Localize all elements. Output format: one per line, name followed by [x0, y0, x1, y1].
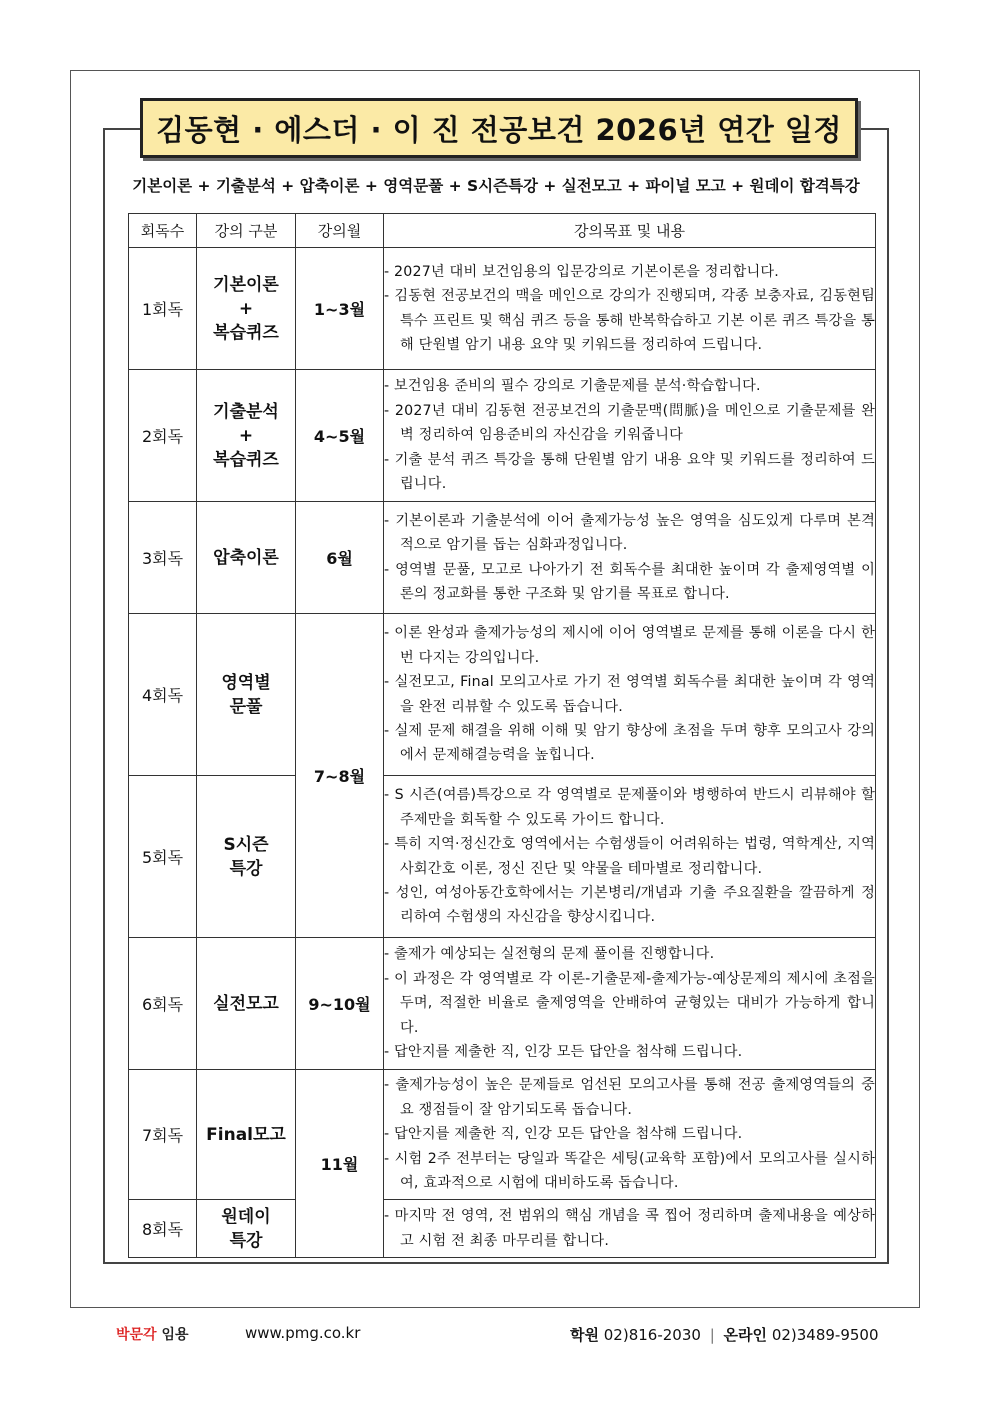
month-cell: 9~10월 [296, 938, 384, 1070]
contact-info [570, 1324, 879, 1345]
content-bullet: - 기출 분석 퀴즈 특강을 통해 단원별 암기 내용 요약 및 키워드를 정리하여 드립니다. [384, 451, 875, 493]
course-type-line: 복습퀴즈 [213, 322, 279, 343]
course-sequence: 기본이론 + 기출분석 + 압축이론 + 영역문풀 + S시즌특강 + 실전모고 + 파이널 모고 + 원데이 합격특강 [132, 177, 860, 195]
course-type-cell [197, 370, 296, 502]
cycle-cell: 8회독 [129, 1200, 197, 1258]
header-type: 강의 구분 [197, 214, 296, 248]
table-row [129, 1200, 876, 1258]
content-cell [384, 614, 876, 776]
course-type-line: + [238, 425, 254, 446]
content-cell [384, 1070, 876, 1200]
header-content: 강의목표 및 내용 [384, 214, 876, 248]
month-cell: 11월 [296, 1070, 384, 1258]
cycle-cell: 4회독 [129, 614, 197, 776]
cycle-cell: 7회독 [129, 1070, 197, 1200]
course-type-line: S시즌 [223, 834, 269, 855]
cycle-cell: 2회독 [129, 370, 197, 502]
table-row [129, 938, 876, 1070]
course-type-line: 영역별 [221, 672, 271, 693]
content-bullet: - 출제가능성이 높은 문제들로 엄선된 모의고사를 통해 전공 출제영역들의 중요 쟁점들이 잘 암기되도록 돕습니다. [384, 1077, 875, 1118]
course-type-line: 압축이론 [213, 547, 279, 568]
online-label: 온라인 [723, 1326, 768, 1344]
month-cell: 6월 [296, 502, 384, 614]
course-type-cell [197, 614, 296, 776]
course-type-line: 복습퀴즈 [213, 449, 279, 470]
table-row [129, 370, 876, 502]
cycle-cell: 5회독 [129, 776, 197, 938]
brand-logo [116, 1324, 189, 1344]
table-header-row [129, 214, 876, 248]
content-bullet: - S 시즌(여름)특강으로 각 영역별로 문제풀이와 병행하여 반드시 리뷰해야 할 주제만을 회독할 수 있도록 가이드 합니다. [384, 787, 875, 828]
content-bullet: - 김동현 전공보건의 맥을 메인으로 강의가 진행되며, 각종 보충자료, 김동현팀 특수 프린트 및 핵심 퀴즈 등을 통해 반복학습하고 기본 이론 퀴즈 특강을 통해 단원별 암기 내용 요약 및 키워드를 정리하여 드립니다. [384, 288, 875, 353]
content-bullet: - 실제 문제 해결을 위해 이해 및 암기 향상에 초점을 두며 향후 모의고사 강의에서 문제해결능력을 높힙니다. [384, 722, 875, 764]
month-cell: 7~8월 [296, 614, 384, 938]
website-url[interactable]: www.pmg.co.kr [245, 1324, 361, 1342]
schedule-table [128, 213, 876, 1258]
course-type-line: 문풀 [229, 696, 263, 717]
table-row [129, 776, 876, 938]
header-cycle: 회독수 [129, 214, 197, 248]
course-type-cell [197, 1200, 296, 1258]
content-bullet: - 보건임용 준비의 필수 강의로 기출문제를 분석·학습합니다. [384, 378, 761, 395]
course-type-line: 기출분석 [213, 401, 279, 422]
table-row [129, 502, 876, 614]
course-type-line: 기본이론 [213, 274, 279, 295]
content-bullet: - 출제가 예상되는 실전형의 문제 풀이를 진행합니다. [384, 946, 715, 963]
content-bullet: - 기본이론과 기출분석에 이어 출제가능성 높은 영역을 심도있게 다루며 본격적으로 암기를 돕는 심화과정입니다. [384, 512, 875, 554]
month-cell: 4~5월 [296, 370, 384, 502]
content-bullet: - 이론 완성과 출제가능성의 제시에 이어 영역별로 문제를 통해 이론을 다시 한번 다지는 강의입니다. [384, 625, 875, 666]
content-cell [384, 938, 876, 1070]
content-cell [384, 776, 876, 938]
content-bullet: - 특히 지역·정신간호 영역에서는 수험생들이 어려워하는 법령, 역학계산, 지역사회간호 이론, 정신 진단 및 약물을 테마별로 정리합니다. [384, 836, 875, 877]
academy-phone: 02)816-2030 [603, 1326, 701, 1344]
course-type-line: 특강 [229, 858, 263, 879]
page-title: 김동현 · 에스더 · 이 진 전공보건 2026년 연간 일정 [140, 98, 858, 158]
course-type-line: 원데이 [221, 1206, 271, 1227]
content-cell [384, 370, 876, 502]
academy-label: 학원 [570, 1326, 599, 1344]
divider: | [709, 1326, 715, 1344]
course-type-cell [197, 776, 296, 938]
cycle-cell: 3회독 [129, 502, 197, 614]
course-type-line: Final모고 [206, 1124, 286, 1145]
course-type-cell [197, 502, 296, 614]
content-cell [384, 502, 876, 614]
online-phone: 02)3489-9500 [771, 1326, 879, 1344]
content-bullet: - 성인, 여성아동간호학에서는 기본병리/개념과 기출 주요질환을 깔끔하게 정리하여 수험생의 자신감을 향상시킵니다. [384, 884, 875, 926]
header-month: 강의월 [296, 214, 384, 248]
content-bullet: - 답안지를 제출한 직, 인강 모든 답안을 첨삭해 드립니다. [384, 1044, 743, 1061]
course-type-line: 특강 [229, 1230, 263, 1251]
content-bullet: - 마지막 전 영역, 전 범위의 핵심 개념을 콕 찝어 정리하며 출제내용을 예상하고 시험 전 최종 마무리를 합니다. [384, 1208, 875, 1249]
table-row [129, 614, 876, 776]
content-cell [384, 248, 876, 370]
content-bullet: - 실전모고, Final 모의고사로 가기 전 영역별 회독수를 최대한 높이며 각 영역을 완전 리뷰할 수 있도록 돕습니다. [384, 674, 875, 715]
table-row [129, 248, 876, 370]
content-bullet: - 영역별 문풀, 모고로 나아가기 전 회독수를 최대한 높이며 각 출제영역별 이론의 정교화를 통한 구조화 및 암기를 목표로 합니다. [384, 561, 875, 602]
content-bullet: - 시험 2주 전부터는 당일과 똑같은 세팅(교육학 포함)에서 모의고사를 실시하여, 효과적으로 시험에 대비하도록 돕습니다. [384, 1150, 875, 1192]
course-type-cell [197, 938, 296, 1070]
cycle-cell: 1회독 [129, 248, 197, 370]
brand-name: 박문각 [116, 1327, 157, 1343]
course-type-cell [197, 1070, 296, 1200]
content-bullet: - 2027년 대비 김동현 전공보건의 기출문맥(問脈)을 메인으로 기출문제를 완벽 정리하여 임용준비의 자신감을 키워줍니다 [384, 402, 875, 444]
content-bullet: - 2027년 대비 보건임용의 입문강의로 기본이론을 정리합니다. [384, 263, 780, 280]
content-cell [384, 1200, 876, 1258]
content-bullet: - 이 과정은 각 영역별로 각 이론-기출문제-출제가능-예상문제의 제시에 초점을 두며, 적절한 비율로 출제영역을 안배하여 균형있는 대비가 가능하게 합니다. [384, 970, 875, 1036]
cycle-cell: 6회독 [129, 938, 197, 1070]
course-type-line: + [238, 298, 254, 319]
brand-suffix: 임용 [161, 1327, 189, 1343]
table-row [129, 1070, 876, 1200]
content-bullet: - 답안지를 제출한 직, 인강 모든 답안을 첨삭해 드립니다. [384, 1126, 743, 1143]
course-type-cell [197, 248, 296, 370]
month-cell: 1~3월 [296, 248, 384, 370]
course-type-line: 실전모고 [213, 993, 279, 1014]
